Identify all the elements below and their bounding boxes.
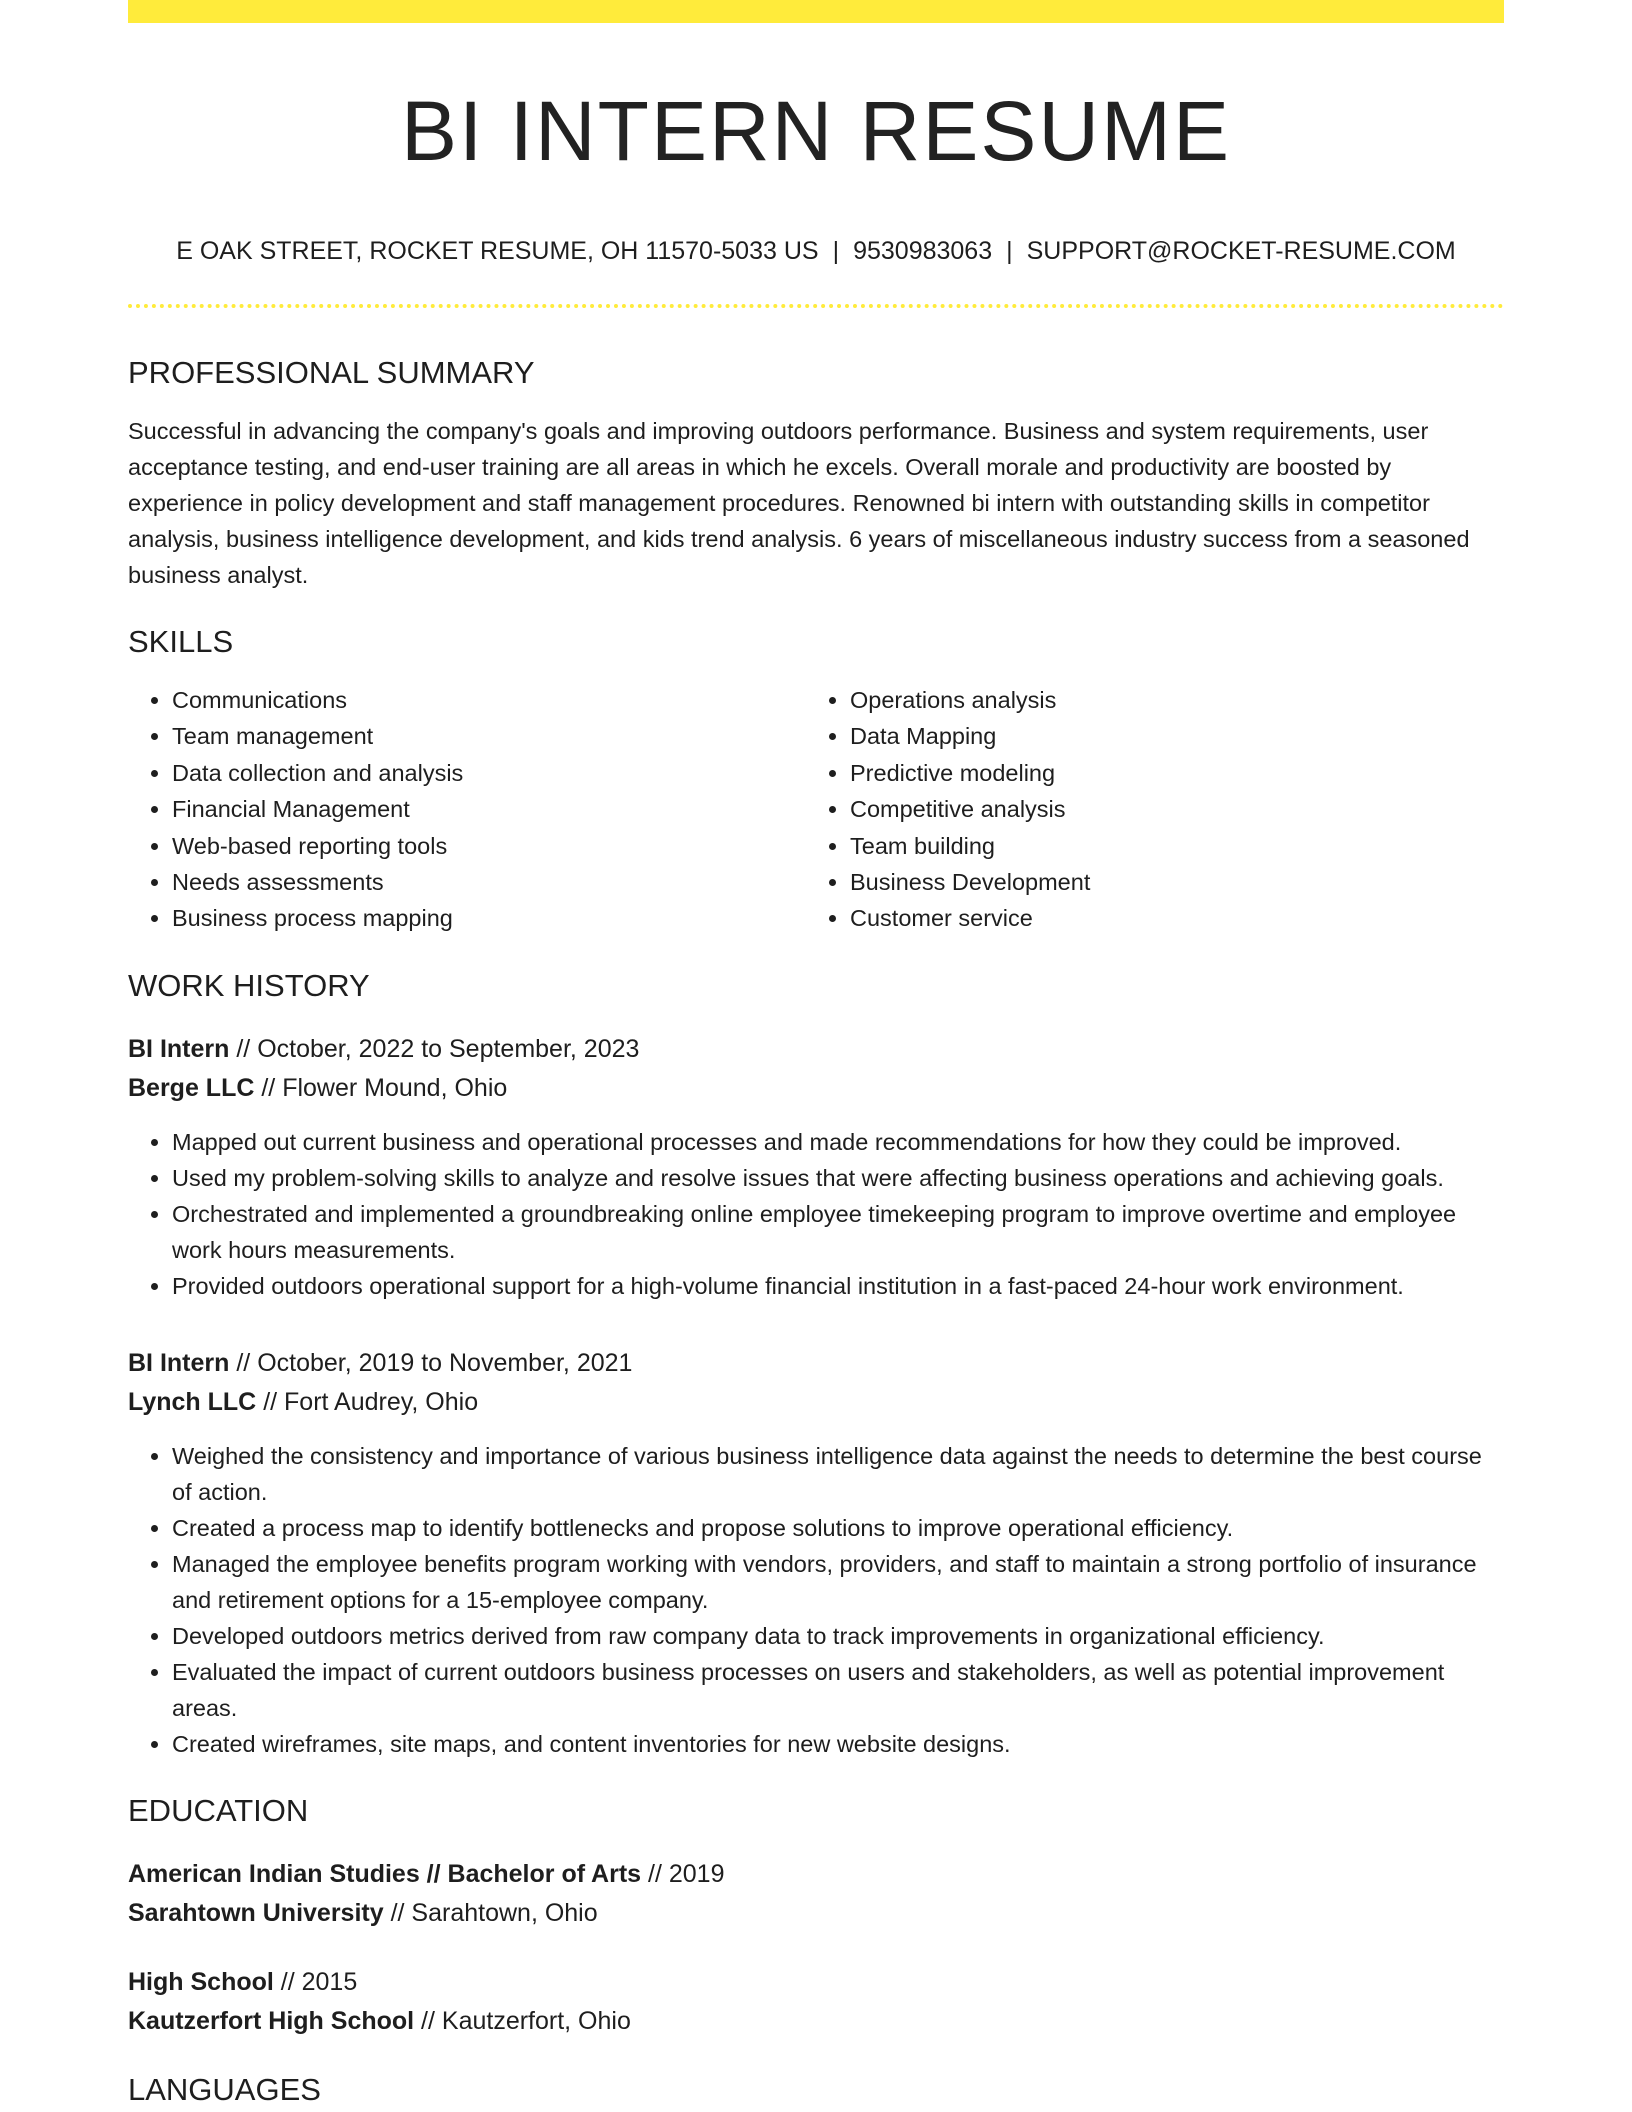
skill-item: • Predictive modeling [850, 755, 1484, 791]
skills-grid [128, 682, 1504, 937]
job-bullet: • Created wireframes, site maps, and content inventories for new website designs. [172, 1726, 1504, 1762]
education-entry [128, 1855, 1504, 1933]
contact-separator: | [1006, 236, 1013, 265]
job-location: // Flower Mound, Ohio [254, 1074, 508, 1102]
skill-item: • Financial Management [172, 791, 806, 827]
education-school: Kautzerfort High School [128, 2007, 415, 2036]
job-bullet: • Evaluated the impact of current outdoors business processes on users and stakeholders, as well as potential improvement areas. [172, 1654, 1504, 1726]
job-bullet: • Managed the employee benefits program working with vendors, providers, and staff to maintain a strong portfolio of insurance and retirement options for a 15-employee company. [172, 1546, 1504, 1618]
job-bullet: • Developed outdoors metrics derived from raw company data to track improvements in organizational efficiency. [172, 1618, 1504, 1654]
skills-list-left [128, 682, 806, 937]
skill-item: • Team building [850, 828, 1484, 864]
education-degree: American Indian Studies // Bachelor of Arts [128, 1860, 642, 1889]
job-company: Berge LLC [128, 1074, 255, 1102]
job-bullets [128, 1124, 1504, 1304]
job-bullet: • Created a process map to identify bottlenecks and propose solutions to improve operational efficiency. [172, 1510, 1504, 1546]
languages-heading: LANGUAGES [128, 2072, 321, 2108]
education-year: // 2015 [273, 1968, 358, 1997]
skill-item: • Needs assessments [172, 864, 806, 900]
education-degree: High School [128, 1968, 274, 1997]
job-company-line [128, 1383, 1504, 1422]
job-company-line [128, 1069, 1504, 1108]
summary-text: Successful in advancing the company's goals and improving outdoors performance. Business and system requirements, user acceptance testing, and end-user training are all areas in which he excels. Overall morale and productivity are boosted by experience in policy development and staff management procedures. Renowned bi intern with outstanding skills in competitor analysis, business intelligence development, and kids trend analysis. 6 years of miscellaneous industry success from a seasoned business analyst. [128, 417, 1470, 588]
job-entry [128, 1344, 1504, 1762]
contact-email: SUPPORT@ROCKET-RESUME.COM [1026, 236, 1456, 265]
job-company: Lynch LLC [128, 1388, 257, 1416]
summary-heading: PROFESSIONAL SUMMARY [128, 354, 535, 390]
skill-item: • Communications [172, 682, 806, 718]
job-dates: // October, 2022 to September, 2023 [229, 1035, 640, 1063]
skill-item: • Competitive analysis [850, 791, 1484, 827]
skill-item: • Data Mapping [850, 718, 1484, 754]
education-school-line [128, 1894, 1504, 1933]
skill-item: • Customer service [850, 900, 1484, 936]
skill-item: • Operations analysis [850, 682, 1484, 718]
job-title: BI Intern [128, 1349, 230, 1377]
job-bullets [128, 1438, 1504, 1762]
education-year: // 2019 [641, 1860, 725, 1889]
education-location: // Sarahtown, Ohio [383, 1899, 598, 1928]
education-entry [128, 1963, 1504, 2041]
education-degree-line [128, 1855, 1504, 1894]
resume-title: BI INTERN RESUME [400, 84, 1232, 178]
education-degree-line [128, 1963, 1504, 2002]
contact-line [128, 236, 1504, 266]
skills-list-right [806, 682, 1484, 937]
education-heading: EDUCATION [128, 1793, 309, 1828]
job-title: BI Intern [128, 1035, 230, 1063]
skill-item: • Team management [172, 718, 806, 754]
contact-phone: 9530983063 [853, 236, 993, 265]
skill-item: • Business process mapping [172, 900, 806, 936]
work-history-heading: WORK HISTORY [128, 967, 370, 1003]
job-dates: // October, 2019 to November, 2021 [229, 1349, 633, 1377]
skill-item: • Data collection and analysis [172, 755, 806, 791]
job-entry [128, 1030, 1504, 1304]
skills-heading: SKILLS [128, 623, 234, 659]
job-bullet: • Used my problem-solving skills to analyze and resolve issues that were affecting business operations and achieving goals. [172, 1160, 1504, 1196]
job-bullet: • Provided outdoors operational support for a high-volume financial institution in a fast-paced 24-hour work environment. [172, 1268, 1504, 1304]
contact-address: E OAK STREET, ROCKET RESUME, OH 11570-5033 US [176, 236, 819, 265]
education-location: // Kautzerfort, Ohio [414, 2007, 631, 2036]
accent-top-bar [128, 0, 1504, 23]
skill-item: • Web-based reporting tools [172, 828, 806, 864]
job-location: // Fort Audrey, Ohio [256, 1388, 479, 1416]
job-title-line [128, 1030, 1504, 1069]
job-bullet: • Orchestrated and implemented a groundbreaking online employee timekeeping program to improve overtime and employee work hours measurements. [172, 1196, 1504, 1268]
education-school-line [128, 2002, 1504, 2041]
skill-item: • Business Development [850, 864, 1484, 900]
job-bullet: • Weighed the consistency and importance of various business intelligence data against the needs to determine the best course of action. [172, 1438, 1504, 1510]
education-school: Sarahtown University [128, 1899, 384, 1928]
resume-page [128, 0, 1504, 2108]
job-bullet: • Mapped out current business and operational processes and made recommendations for how they could be improved. [172, 1124, 1504, 1160]
dotted-divider [128, 304, 1504, 308]
job-title-line [128, 1344, 1504, 1383]
contact-separator: | [832, 236, 840, 265]
